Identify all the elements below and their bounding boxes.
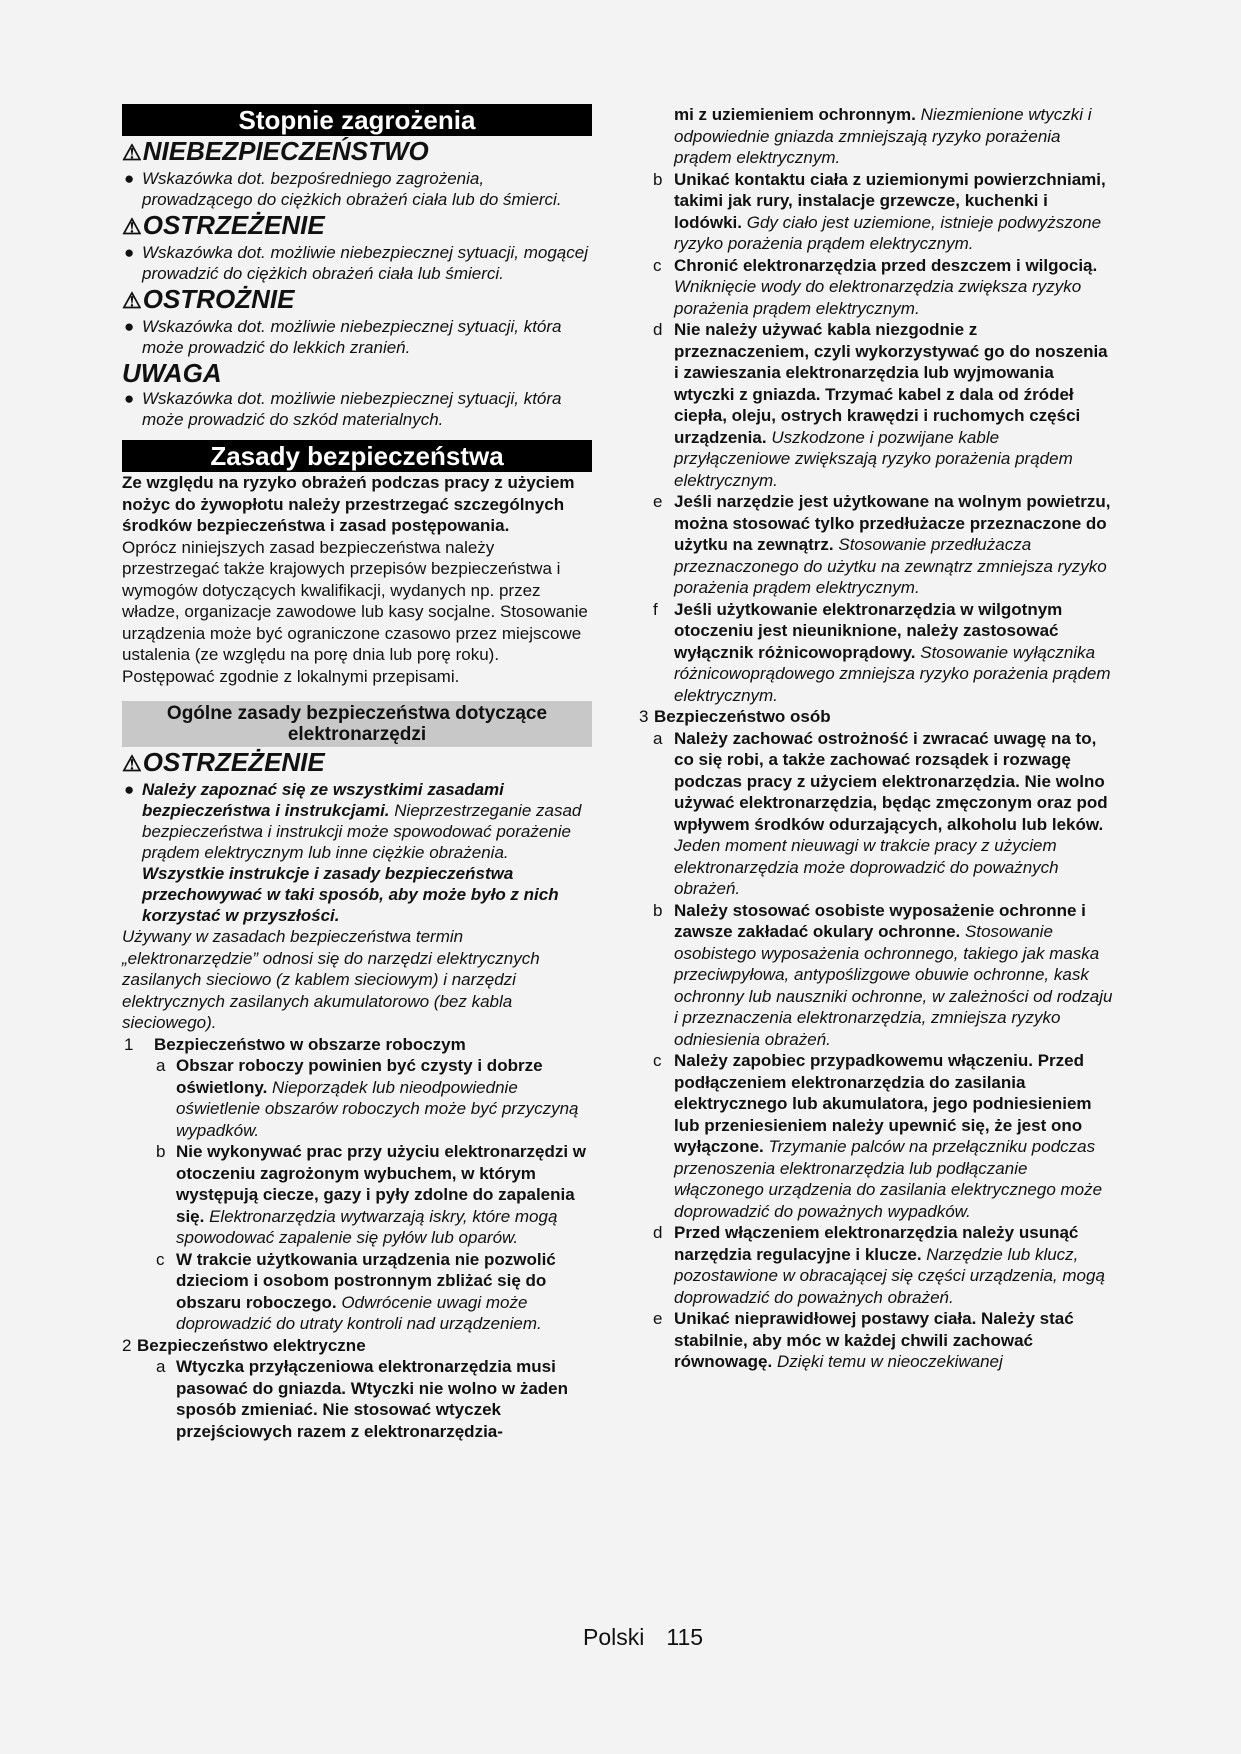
danger-text: ● Wskazówka dot. bezpośredniego zagrożenia, prowadzącego do ciężkich obrażeń ciała lub do śmierci. [124,169,562,209]
list-item: c W trakcie użytkowania urządzenia nie pozwolić dzieciom i osobom postronnym zbliżać się do obszaru roboczego. Odwrócenie uwagi może doprowadzić do utraty kontroli nad urządzeniem. [156,1249,556,1333]
subheading-general-rules: Ogólne zasady bezpieczeństwa dotyczące elektronarzędzi [122,701,592,747]
list-item: e Unikać nieprawidłowej postawy ciała. Należy stać stabilnie, aby móc w każdej chwili zachować równowagę. Dzięki temu w nieoczekiwanej [653,1309,1074,1371]
danger-title: ⚠NIEBEZPIECZEŃSTWO [122,136,429,166]
warning-text: ● Wskazówka dot. możliwie niebezpiecznej sytuacji, mogącej prowadzić do ciężkich obrażeń ciała lub śmierci. [124,243,588,283]
warning-triangle-icon: ⚠ [122,140,142,165]
list-item: a Wtyczka przyłączeniowa elektronarzędzia musi pasować do gniazda. Wtyczki nie wolno w żaden sposób zmieniać. Nie stosować wtyczek przejściowych razem z elektronarzędzia- [156,1357,569,1441]
list-item: a Należy zachować ostrożność i zwracać uwagę na to, co się robi, a także zachować rozsądek i rozwagę podczas pracy z użyciem elektronarzędzia. Nie wolno używać elektronarzędzia, będąc zmęczonym oraz pod wpływem środków odurzających, alkoholu lub leków. Jeden moment nieuwagi w trakcie pracy z użyciem elektronarzędzia może doprowadzić do poważnych obrażeń. [653,728,1108,898]
list-item: f Jeśli użytkowanie elektronarzędzia w wilgotnym otoczeniu jest nieuniknione, należy zastosować wyłącznik różnicowoprądowy. Stosowanie wyłącznika różnicowoprądowego zmniejsza ryzyko porażenia prądem elektrycznym. [653,599,1111,705]
warning-triangle-icon: ⚠ [122,214,142,239]
warning-triangle-icon: ⚠ [122,751,142,776]
left-column [122,104,592,1442]
section-3-title: 3 Bezpieczeństwo osób [639,707,831,726]
section-1-title: 1 Bezpieczeństwo w obszarze roboczym [124,1034,466,1054]
notice-text: ● Wskazówka dot. możliwie niebezpiecznej sytuacji, która może prowadzić do szkód materialnych. [124,389,562,429]
section-heading-safety-rules: Zasady bezpieczeństwa [122,440,592,472]
intro-paragraph: Oprócz niniejszych zasad bezpieczeństwa należy przestrzegać także krajowych przepisów bezpieczeństwa i wymogów dotyczących kwalifikacji, wydanych np. przez władze, organizacje zawodowe lub kasy socjalne. Stosowanie urządzenia może być ograniczone czasowo przez miejscowe ustalenia (ze względu na porę dnia lub porę roku). Postępować zgodnie z lokalnymi przepisami. [122,537,588,686]
list-item: a Obszar roboczy powinien być czysty i dobrze oświetlony. Nieporządek lub nieodpowiednie oświetlenie obszarów roboczych może być przyczyną wypadków. [156,1056,579,1140]
list-item: d Przed włączeniem elektronarzędzia należy usunąć narzędzia regulacyjne i klucze. Narzędzie lub klucz, pozostawione w obracającej się części urządzenia, mogą doprowadzić do poważnych obrażeń. [653,1223,1105,1307]
caution-text: ● Wskazówka dot. możliwie niebezpiecznej sytuacji, która może prowadzić do lekkich zranień. [124,317,562,357]
list-item: b Należy stosować osobiste wyposażenie ochronne i zawsze zakładać okulary ochronne. Stosowanie osobistego wyposażenia ochronnego, takiego jak maska przeciwpyłowa, antypoślizgowe obuwie ochronne, kask ochronny lub nauszniki ochronne, w zależności od rodzaju i przeznaczenia elektronarzędzia, zmniejsza ryzyko odniesienia obrażeń. [653,900,1113,1049]
general-definition: Używany w zasadach bezpieczeństwa termin „elektronarzędzie” odnosi się do narzędzi elektrycznych zasilanych sieciowo (z kablem sieciowym) i narzędzi elektrycznych zasilanych akumulatorowo (bez kabla sieciowego). [122,927,540,1032]
notice-title: UWAGA [122,358,222,388]
intro-bold-paragraph: Ze względu na ryzyko obrażeń podczas pracy z użyciem nożyc do żywopłotu należy przestrzegać szczególnych środków bezpieczeństwa i zasad postępowania. [122,473,575,535]
list-item: b Unikać kontaktu ciała z uziemionymi powierzchniami, takimi jak rury, instalacje grzewcze, kuchenki i lodówki. Gdy ciało jest uziemione, istnieje podwyższone ryzyko porażenia prądem elektrycznym. [653,169,1106,253]
warning-title: ⚠OSTRZEŻENIE [122,210,325,240]
warning-triangle-icon: ⚠ [122,288,142,313]
list-item: e Jeśli narzędzie jest użytkowane na wolnym powietrzu, można stosować tylko przedłużacze przeznaczone do użytku na zewnątrz. Stosowanie przedłużacza przeznaczonego do użytku na zewnątrz zmniejsza ryzyko porażenia prądem elektrycznym. [653,492,1111,597]
list-item: c Należy zapobiec przypadkowemu włączeniu. Przed podłączeniem elektronarzędzia do zasilania elektrycznego lub akumulatora, jego podniesieniem lub przeniesieniem należy upewnić się, że jest ono wyłączone. Trzymanie palców na przełączniku podczas przenoszenia elektronarzędzia lub podłączanie włączonego urządzenia do zasilania elektrycznego może doprowadzić do poważnych wypadków. [653,1051,1103,1221]
list-item: b Nie wykonywać prac przy użyciu elektronarzędzi w otoczeniu zagrożonym wybuchem, w którym występują ciecze, gazy i pyły zdolne do zapalenia się. Elektronarzędzia wytwarzają iskry, które mogą spowodować zapalenie się pyłów lub oparów. [156,1142,587,1247]
general-warning-title: ⚠OSTRZEŻENIE [122,747,325,777]
continued-paragraph: mi z uziemieniem ochronnym. Niezmienione wtyczki i odpowiednie gniazda zmniejszają ryzyko porażenia prądem elektrycznym. [674,105,1092,167]
list-item: c Chronić elektronarzędzia przed deszczem i wilgocią. Wniknięcie wody do elektronarzędzia zwiększa ryzyko porażenia prądem elektrycznym. [653,255,1098,318]
right-column [639,104,1115,1373]
footer-language: Polski [583,1624,645,1650]
section-heading-hazard-levels: Stopnie zagrożenia [122,104,592,136]
section-2-title: 2 Bezpieczeństwo elektryczne [122,1335,366,1355]
caution-title: ⚠OSTROŻNIE [122,284,295,314]
list-item: d Nie należy używać kabla niezgodnie z przeznaczeniem, czyli wykorzystywać go do noszenia i zawieszania elektronarzędzia lub wyjmowania wtyczki z gniazda. Trzymać kabel z dala od źródeł ciepła, oleju, ostrych krawędzi i ruchomych części urządzenia. Uszkodzone i pozwijane kable przyłączeniowe zwiększają ryzyko porażenia prądem elektrycznym. [653,320,1108,490]
general-warning-text: ● Należy zapoznać się ze wszystkimi zasadami bezpieczeństwa i instrukcjami. Nieprzestrzeganie zasad bezpieczeństwa i instrukcji może spowodować porażenie prądem elektrycznym lub inne ciężkie obrażenia. Wszystkie instrukcje i zasady bezpieczeństwa przechowywać w taki sposób, aby może było z nich korzystać w przyszłości. [124,780,582,925]
page-number: 115 [666,1624,704,1650]
page-footer [583,1624,725,1650]
